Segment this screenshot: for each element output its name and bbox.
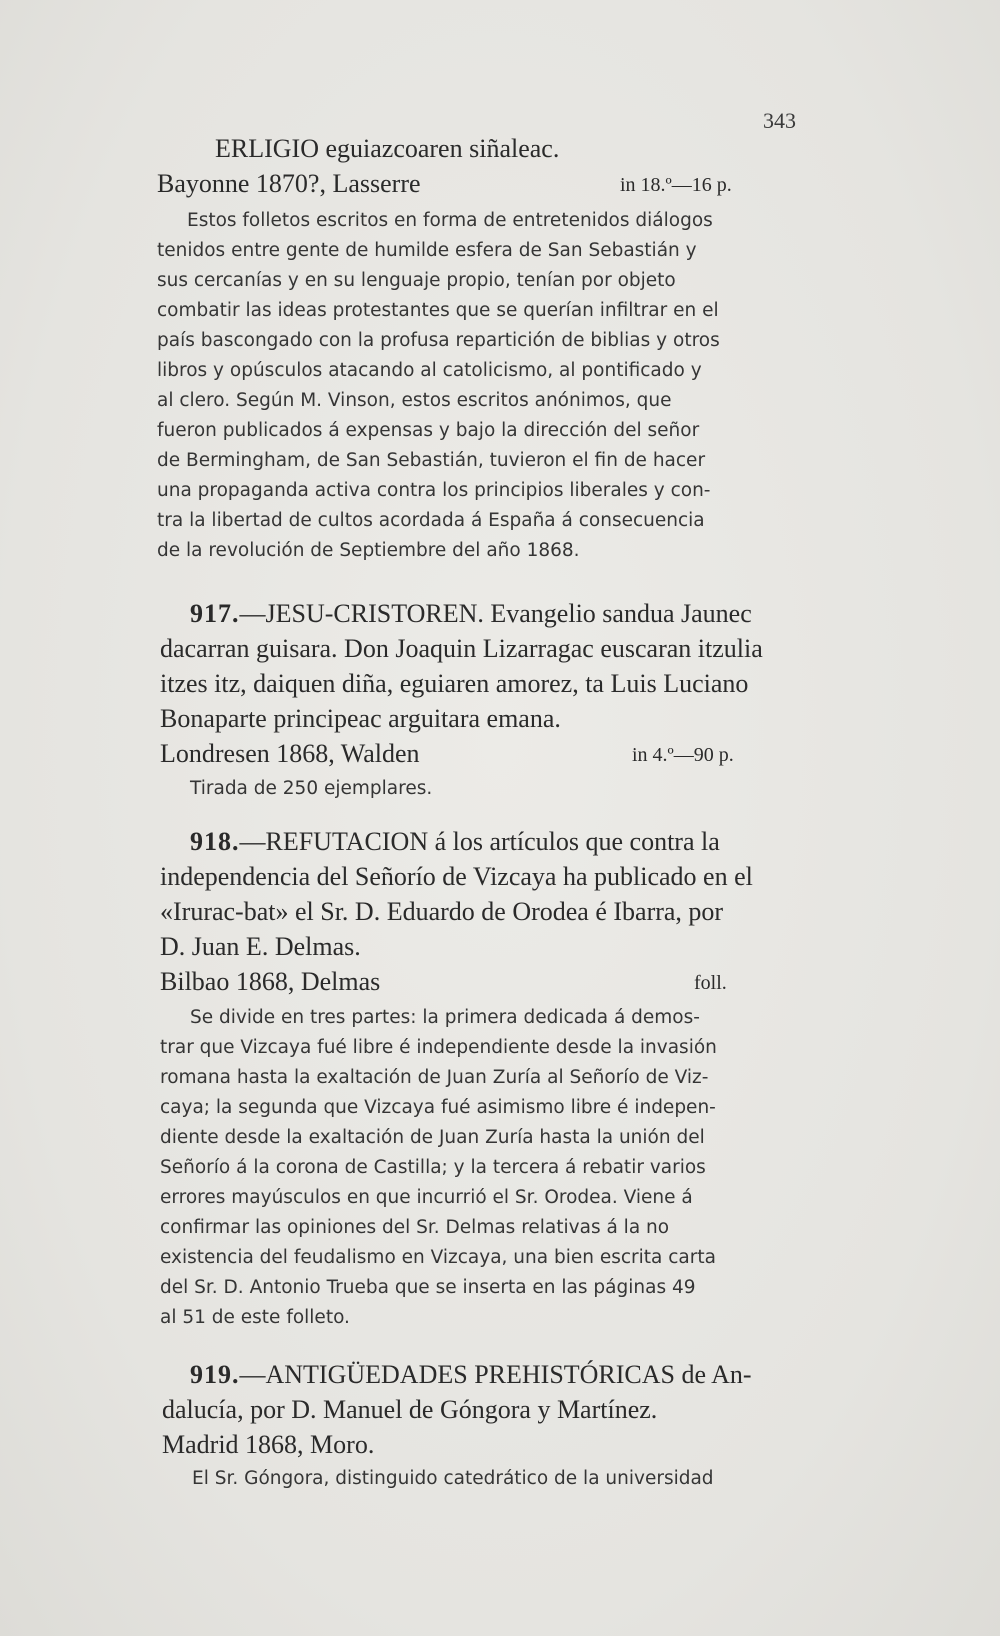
note-line: fueron publicados á expensas y bajo la dirección del señor (157, 420, 700, 441)
note-line: Se divide en tres partes: la primera dedicada á demos- (190, 1007, 700, 1028)
note-line: de la revolución de Septiembre del año 1868. (157, 540, 580, 561)
note-line: existencia del feudalismo en Vizcaya, una bien escrita carta (160, 1247, 716, 1268)
entry-917-number: 917. (190, 599, 240, 628)
entry-917-title-line-1 (190, 597, 752, 630)
entry-919-note (192, 1464, 714, 1494)
entry-917-imprint: Londresen 1868, Walden (160, 739, 420, 768)
entry-918-title-line-1 (190, 825, 720, 858)
entry-918-number: 918. (190, 827, 240, 856)
note-line: trar que Vizcaya fué libre é independiente desde la invasión (160, 1037, 717, 1058)
note-line: al 51 de este folleto. (160, 1307, 350, 1328)
note-line: del Sr. D. Antonio Trueba que se inserta en las páginas 49 (160, 1277, 696, 1298)
entry-917-title-line-4: Bonaparte principeac arguitara emana. (160, 704, 561, 733)
entry-917-title-line-2: dacarran guisara. Don Joaquin Lizarragac euscaran itzulia (160, 634, 763, 663)
entry-916-format: in 18.º—16 p. (620, 174, 732, 196)
note-line: combatir las ideas protestantes que se querían infiltrar en el (157, 300, 719, 321)
entry-918-title-line-3: «Irurac-bat» el Sr. D. Eduardo de Orodea é Ibarra, por (160, 897, 724, 926)
note-line: país bascongado con la profusa repartición de biblias y otros (157, 330, 720, 351)
entry-919-title-text: —ANTIGÜEDADES PREHISTÓRICAS de An- (239, 1360, 752, 1389)
note-line: El Sr. Góngora, distinguido catedrático de la universidad (192, 1468, 714, 1489)
note-line: una propaganda activa contra los principios liberales y con- (157, 480, 711, 501)
entry-919-title-line-2: dalucía, por D. Manuel de Góngora y Martínez. (162, 1395, 658, 1424)
note-line: errores mayúsculos en que incurrió el Sr. Orodea. Viene á (160, 1187, 693, 1208)
entry-916-title: ERLIGIO eguiazcoaren siñaleac. (215, 134, 560, 163)
entry-918-title-line-4: D. Juan E. Delmas. (160, 932, 361, 961)
entry-916-note (157, 206, 819, 566)
page-number: 343 (763, 108, 796, 133)
note-line: diente desde la exaltación de Juan Zuría hasta la unión del (160, 1127, 705, 1148)
entry-918-imprint: Bilbao 1868, Delmas (160, 967, 381, 996)
entry-917-title-text: —JESU-CRISTOREN. Evangelio sandua Jaunec (239, 599, 752, 628)
note-line: Señorío á la corona de Castilla; y la tercera á rebatir varios (160, 1157, 706, 1178)
note-line: de Bermingham, de San Sebastián, tuvieron el fin de hacer (157, 450, 706, 471)
entry-916-imprint: Bayonne 1870?, Lasserre (157, 169, 421, 198)
note-line: caya; la segunda que Vizcaya fué asimismo libre é indepen- (160, 1097, 716, 1118)
entry-919-imprint: Madrid 1868, Moro. (162, 1430, 375, 1459)
note-line: romana hasta la exaltación de Juan Zuría al Señorío de Viz- (160, 1067, 709, 1088)
note-line: sus cercanías y en su lenguaje propio, tenían por objeto (157, 270, 676, 291)
entry-918-title-text: —REFUTACION á los artículos que contra la (239, 827, 720, 856)
entry-918-note (160, 1003, 820, 1333)
note-line: al clero. Según M. Vinson, estos escritos anónimos, que (157, 390, 672, 411)
note-line: libros y opúsculos atacando al catolicismo, al pontificado y (157, 360, 702, 381)
note-line: Estos folletos escritos en forma de entretenidos diálogos (187, 210, 713, 231)
note-line: tra la libertad de cultos acordada á España á consecuencia (157, 510, 705, 531)
note-line: tenidos entre gente de humilde esfera de San Sebastián y (157, 240, 697, 261)
entry-919-title-line-1 (190, 1358, 752, 1391)
note-line: confirmar las opiniones del Sr. Delmas relativas á la no (160, 1217, 670, 1238)
entry-917-format: in 4.º—90 p. (632, 744, 734, 766)
entry-918-format: foll. (694, 972, 727, 994)
entry-917-note: Tirada de 250 ejemplares. (190, 778, 433, 799)
entry-918-title-line-2: independencia del Señorío de Vizcaya ha publicado en el (160, 862, 753, 891)
entry-917-title-line-3: itzes itz, daiquen diña, eguiaren amorez, ta Luis Luciano (160, 669, 749, 698)
entry-919-number: 919. (190, 1360, 240, 1389)
